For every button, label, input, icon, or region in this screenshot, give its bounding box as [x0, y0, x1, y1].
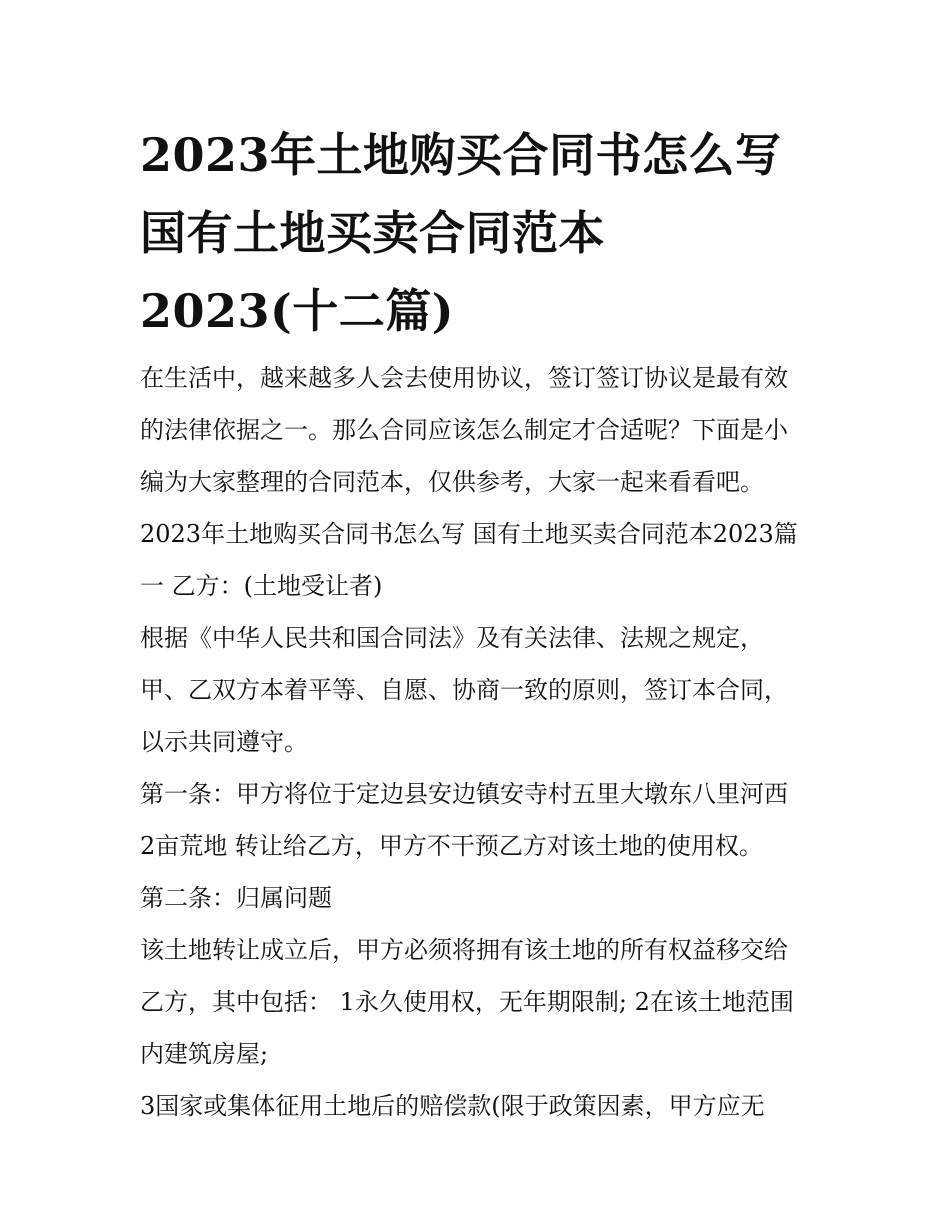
body-line: 2亩荒地 转让给乙方，甲方不干预乙方对该土地的使用权。 [140, 832, 763, 860]
document-title [140, 116, 820, 350]
body-line: 以示共同遵守。 [140, 728, 308, 756]
body-line: 乙方，其中包括： 1永久使用权，无年期限制; 2在该土地范围 [140, 988, 794, 1016]
body-line: 一 乙方：(土地受让者) [140, 572, 383, 600]
body-line: 根据《中华人民共和国合同法》及有关法律、法规之规定， [140, 624, 764, 652]
body-line: 第一条：甲方将位于定边县安边镇安寺村五里大墩东八里河西 [140, 780, 788, 808]
body-line: 的法律依据之一。那么合同应该怎么制定才合适呢？下面是小 [140, 416, 788, 444]
document-body [140, 352, 820, 1132]
title-line-3: 2023(十二篇) [140, 284, 455, 338]
body-line: 3国家或集体征用土地后的赔偿款(限于政策因素，甲方应无 [140, 1092, 765, 1120]
body-line: 第二条：归属问题 [140, 884, 332, 912]
body-line: 内建筑房屋; [140, 1040, 269, 1068]
body-line: 该土地转让成立后，甲方必须将拥有该土地的所有权益移交给 [140, 936, 788, 964]
title-line-2: 国有土地买卖合同范本 [140, 206, 605, 260]
body-line: 在生活中，越来越多人会去使用协议，签订签订协议是最有效 [140, 364, 788, 392]
title-line-1: 2023年土地购买合同书怎么写 [140, 128, 782, 182]
body-line: 甲、乙双方本着平等、自愿、协商一致的原则，签订本合同， [140, 676, 788, 704]
body-line: 2023年土地购买合同书怎么写 国有土地买卖合同范本2023篇 [140, 520, 798, 548]
body-line: 编为大家整理的合同范本，仅供参考，大家一起来看看吧。 [140, 468, 764, 496]
